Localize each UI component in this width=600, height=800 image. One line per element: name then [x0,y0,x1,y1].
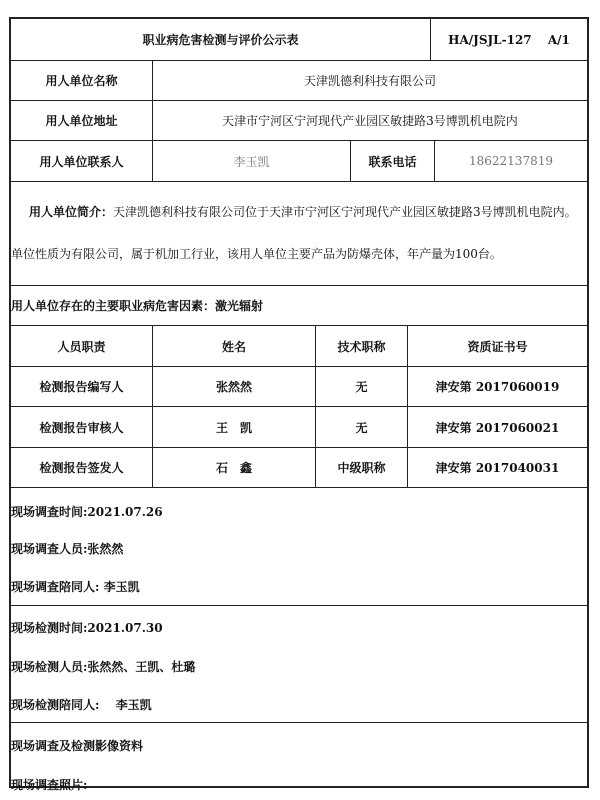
company-name-row [11,61,587,101]
detection-escort: 现场检测陪同人: 李玉凯 [11,698,152,712]
detection-block [11,606,587,723]
table-row [11,367,587,407]
intro-line-2: 单位性质为有限公司，属于机加工行业，该用人单位主要产品为防爆壳体，年产量为100台。 [11,247,502,261]
intro-line-1 [29,203,577,220]
staff-header-name: 姓名 [153,326,316,366]
detection-staff: 现场检测人员:张然然、王凯、杜璐 [11,660,196,674]
hazard-text: 用人单位存在的主要职业病危害因素：激光辐射 [11,299,264,313]
staff-role: 检测报告编写人 [11,367,153,406]
form-header-row [11,19,587,61]
contact-phone-value: 18622137819 [469,154,553,168]
staff-title: 无 [316,407,408,447]
survey-block [11,488,587,606]
media-title: 现场调查及检测影像资料 [11,739,144,753]
staff-header-cert: 资质证书号 [467,339,528,354]
hazard-row [11,286,587,326]
staff-role: 检测报告签发人 [11,448,153,487]
staff-role: 检测报告审核人 [11,407,153,447]
intro-label: 用人单位简介： [29,205,114,219]
contact-person-value: 李玉凯 [153,141,351,181]
staff-cert: 津安第 2017060021 [435,420,560,435]
company-address-label: 用人单位地址 [11,101,153,140]
staff-cert: 津安第 2017060019 [435,380,560,394]
company-contact-row [11,141,587,182]
company-address-row [11,101,587,141]
survey-escort: 现场调查陪同人: 李玉凯 [11,580,140,594]
staff-header-role: 人员职责 [11,326,153,366]
company-name-label: 用人单位名称 [11,61,153,100]
table-row [11,448,587,488]
survey-staff: 现场调查人员:张然然 [11,542,124,556]
staff-title: 无 [316,367,408,406]
survey-time: 现场调查时间:2021.07.26 [11,505,163,519]
company-name-value: 天津凯德利科技有限公司 [303,74,436,88]
detection-time: 现场检测时间:2021.07.30 [11,621,163,635]
staff-header-title: 技术职称 [316,326,408,366]
disclosure-form [9,17,589,792]
staff-title: 中级职称 [316,448,408,487]
contact-phone-label: 联系电话 [351,141,435,181]
form-title: 职业病危害检测与评价公示表 [11,19,431,60]
staff-name: 王 凯 [153,407,316,447]
media-photos-label: 现场调查照片: [11,778,88,792]
company-intro-block [11,182,587,286]
form-code: HA/JSJL-127 A/1 [448,33,570,47]
table-row [11,407,587,448]
intro-text-1: 天津凯德利科技有限公司位于天津市宁河区宁河现代产业园区敏捷路3号博凯机电院内。 [113,205,577,219]
staff-header-row [11,326,587,367]
media-block [11,723,587,792]
staff-name: 石 鑫 [153,448,316,487]
staff-cert: 津安第 2017040031 [435,461,560,475]
company-address-value: 天津市宁河区宁河现代产业园区敏捷路3号博凯机电院内 [222,114,518,128]
staff-name: 张然然 [153,367,316,406]
contact-person-label: 用人单位联系人 [11,141,153,181]
